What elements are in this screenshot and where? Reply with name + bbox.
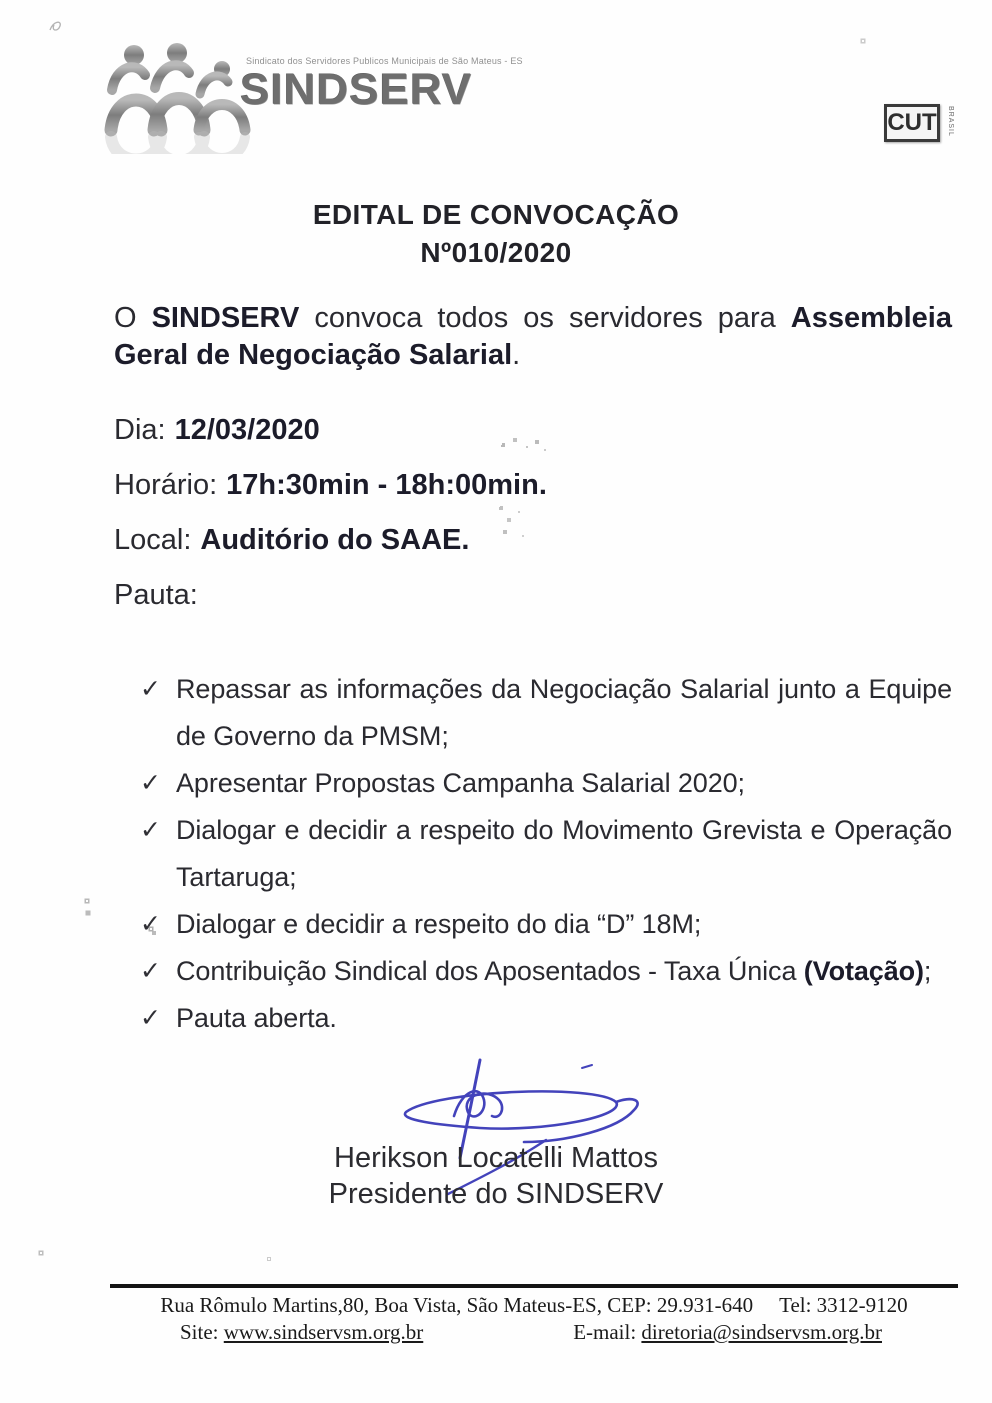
check-icon: ✓ xyxy=(140,675,161,703)
footer-telephone: Tel: 3312-9120 xyxy=(779,1293,908,1317)
scan-artifact xyxy=(268,1258,270,1260)
detail-date-label: Dia: xyxy=(114,414,166,446)
agenda-item-text: Pauta aberta. xyxy=(176,1003,337,1033)
detail-time-value: 17h:30min - 18h:00min. xyxy=(226,469,547,501)
intro-org-name: SINDSERV xyxy=(151,302,300,334)
sindserv-logo-text xyxy=(240,56,570,114)
agenda-item xyxy=(140,760,952,807)
footer-site-label: Site: xyxy=(180,1320,219,1344)
detail-time xyxy=(114,467,814,503)
scan-artifact xyxy=(40,1252,42,1254)
agenda-item-text: Contribuição Sindical dos Aposentados - Taxa Única xyxy=(176,956,804,986)
sindserv-logo-figures-icon xyxy=(104,42,256,154)
agenda-item-text: Dialogar e decidir a respeito do dia “D” 18M; xyxy=(176,909,702,939)
intro-event-name: Assembleia Geral de Negociação Salarial xyxy=(114,302,952,371)
agenda-item-text: Repassar as informações da Negociação Salarial junto a Equipe de Governo da PMSM; xyxy=(176,674,952,751)
agenda-item-suffix: ; xyxy=(923,956,932,986)
detail-location-label: Local: xyxy=(114,524,192,556)
detail-date xyxy=(114,412,814,448)
cut-logo-text: CUT xyxy=(887,109,937,136)
agenda-item xyxy=(140,666,952,760)
agenda-item-bold: (Votação) xyxy=(803,956,924,986)
footer-rule xyxy=(110,1284,958,1288)
footer-site xyxy=(180,1319,423,1346)
footer-email-label: E-mail: xyxy=(573,1320,637,1344)
agenda-list xyxy=(140,666,952,1042)
footer-site-url: www.sindservsm.org.br xyxy=(223,1320,424,1344)
check-icon: ✓ xyxy=(140,1004,161,1032)
signature-block xyxy=(0,1140,992,1212)
detail-location xyxy=(114,522,814,558)
scan-artifact xyxy=(86,900,88,902)
check-icon: ✓ xyxy=(140,769,161,797)
event-details xyxy=(114,412,814,632)
footer xyxy=(110,1284,958,1346)
document-number: Nº010/2020 xyxy=(420,237,572,268)
intro-paragraph xyxy=(114,300,952,374)
footer-address-line xyxy=(110,1292,958,1319)
detail-agenda-heading xyxy=(114,577,814,613)
agenda-item xyxy=(140,948,952,995)
detail-date-value: 12/03/2020 xyxy=(174,414,320,446)
footer-contact-line xyxy=(110,1319,958,1346)
footer-email-url: diretoria@sindservsm.org.br xyxy=(641,1320,882,1344)
cut-logo xyxy=(884,102,956,148)
intro-mid: convoca todos os servidores para xyxy=(299,302,791,334)
intro-pre: O xyxy=(114,302,152,334)
scan-artifact xyxy=(46,18,70,38)
cut-logo-box xyxy=(884,104,940,142)
cut-logo-brasil-label: BRASIL xyxy=(947,106,954,137)
document-title-line1: EDITAL DE CONVOCAÇÃO xyxy=(312,199,680,230)
agenda-item xyxy=(140,901,952,948)
detail-time-label: Horário: xyxy=(114,469,218,501)
signer-role: Presidente do SINDSERV xyxy=(328,1178,664,1210)
agenda-item-text: Dialogar e decidir a respeito do Movimento Grevista e Operação Tartaruga; xyxy=(176,815,952,892)
logo-wordmark: SINDSERV xyxy=(240,65,473,114)
logo-tagline: Sindicato dos Servidores Publicos Municipais de São Mateus - ES xyxy=(246,56,523,66)
agenda-item xyxy=(140,995,952,1042)
agenda-item-text: Apresentar Propostas Campanha Salarial 2020; xyxy=(176,768,745,798)
agenda-item xyxy=(140,807,952,901)
check-icon: ✓ xyxy=(140,957,161,985)
detail-agenda-label: Pauta: xyxy=(114,579,198,611)
check-icon: ✓ xyxy=(140,910,161,938)
footer-address: Rua Rômulo Martins,80, Boa Vista, São Mateus-ES, CEP: 29.931-640 xyxy=(160,1293,754,1317)
detail-location-value: Auditório do SAAE. xyxy=(200,524,470,556)
footer-email xyxy=(573,1319,882,1346)
scan-artifact xyxy=(862,40,864,42)
signer-name: Herikson Locatelli Mattos xyxy=(334,1142,658,1174)
intro-end: . xyxy=(512,339,521,371)
document-title xyxy=(0,196,992,272)
check-icon: ✓ xyxy=(140,816,161,844)
